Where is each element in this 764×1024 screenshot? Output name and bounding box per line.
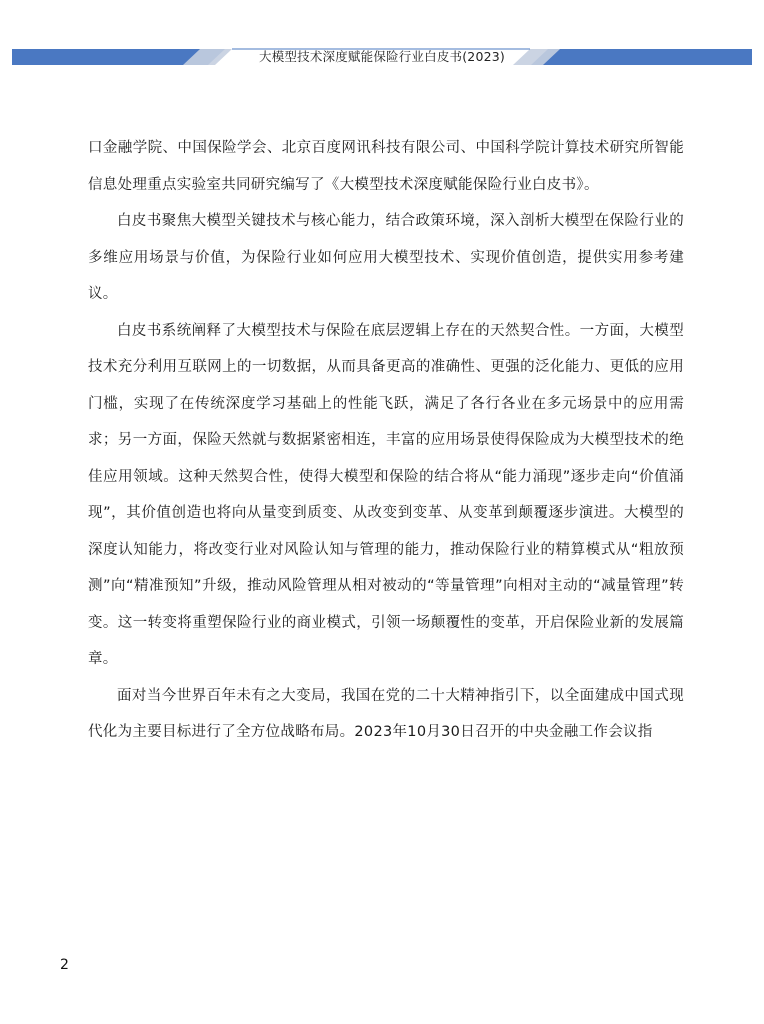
header-title: 大模型技术深度赋能保险行业白皮书(2023) bbox=[259, 49, 505, 64]
paragraph: 面对当今世界百年未有之大变局，我国在党的二十大精神指引下，以全面建成中国式现代化为主要目标进行了全方位战略布局。2023年10月30日召开的中央金融工作会议指 bbox=[88, 687, 684, 740]
document-body bbox=[88, 130, 684, 751]
paragraph-continuation: 口金融学院、中国保险学会、北京百度网讯科技有限公司、中国科学院计算技术研究所智能信息处理重点实验室共同研究编写了《大模型技术深度赋能保险行业白皮书》。 bbox=[88, 140, 684, 193]
paragraph: 白皮书聚焦大模型关键技术与核心能力，结合政策环境，深入剖析大模型在保险行业的多维应用场景与价值，为保险行业如何应用大模型技术、实现价值创造，提供实用参考建议。 bbox=[88, 213, 684, 302]
paragraph: 白皮书系统阐释了大模型技术与保险在底层逻辑上存在的天然契合性。一方面，大模型技术充分利用互联网上的一切数据，从而具备更高的准确性、更强的泛化能力、更低的应用门槛，实现了在传统深度学习基础上的性能飞跃，满足了各行各业在多元场景中的应用需求；另一方面，保险天然就与数据紧密相连，丰富的应用场景使得保险成为大模型技术的绝佳应用领域。这种天然契合性，使得大模型和保险的结合将从“能力涌现”逐步走向“价值涌现”，其价值创造也将向从量变到质变、从改变到变革、从变革到颠覆逐步演进。大模型的深度认知能力，将改变行业对风险认知与管理的能力，推动保险行业的精算模式从“粗放预测”向“精准预知”升级，推动风险管理从相对被动的“等量管理”向相对主动的“减量管理”转变。这一转变将重塑保险行业的商业模式，引领一场颠覆性的变革，开启保险业新的发展篇章。 bbox=[88, 322, 684, 667]
header-band bbox=[0, 44, 764, 70]
page-number: 2 bbox=[60, 957, 69, 973]
